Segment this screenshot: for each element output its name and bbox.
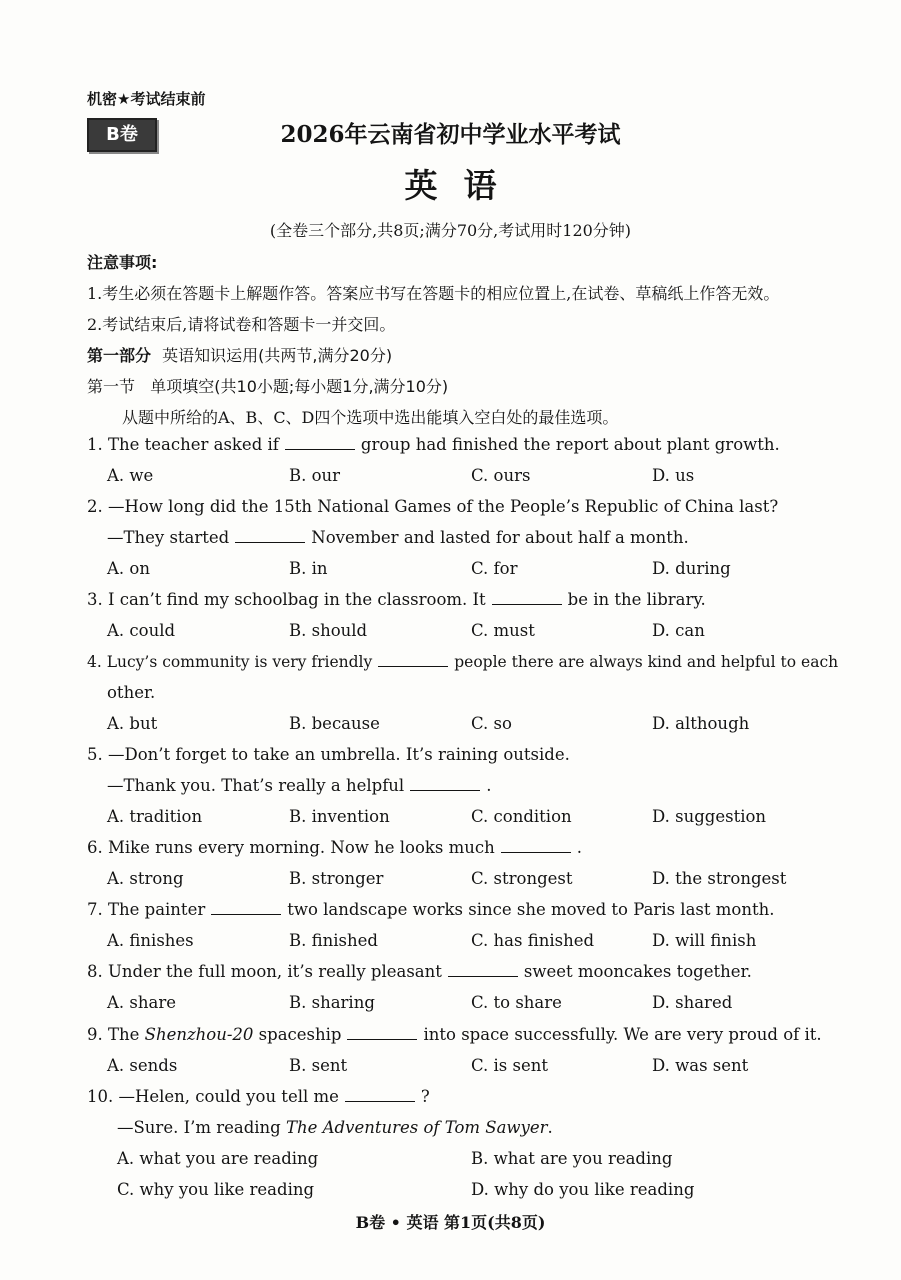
option-c: C. has finished [471, 931, 595, 950]
spacecraft-name: Shenzhou-20 [144, 1025, 254, 1044]
notes-heading: 注意事项: [87, 253, 158, 272]
answer-blank [235, 528, 305, 543]
option-b: B. because [289, 714, 380, 733]
option-b: B. our [289, 466, 341, 485]
option-d: D. shared [652, 993, 733, 1012]
question-9 [87, 1025, 822, 1044]
option-a: A. we [107, 466, 154, 485]
option-d: D. will finish [652, 931, 757, 950]
question-text: people there are always kind and helpful to each [454, 653, 839, 671]
question-1 [87, 435, 780, 454]
question-2-reply [107, 528, 689, 547]
option-a: A. sends [107, 1056, 178, 1075]
page-footer: B卷 • 英语 第1页(共8页) [355, 1213, 546, 1232]
option-a: A. what you are reading [117, 1149, 319, 1168]
option-c: C. to share [471, 993, 562, 1012]
option-b: B. stronger [289, 869, 384, 888]
option-a: A. finishes [107, 931, 194, 950]
question-10 [87, 1087, 430, 1106]
option-c: C. is sent [471, 1056, 549, 1075]
option-b: B. sent [289, 1056, 348, 1075]
exam-info: (全卷三个部分,共8页;满分70分,考试用时120分钟) [269, 221, 632, 240]
paper-version-badge: B卷 [87, 118, 157, 152]
option-a: A. could [107, 621, 176, 640]
option-d: D. can [652, 621, 705, 640]
option-d: D. suggestion [652, 807, 767, 826]
option-b: B. what are you reading [471, 1149, 673, 1168]
option-a: A. but [107, 714, 158, 733]
section-description: 单项填空(共10小题;每小题1分,满分10分) [150, 377, 449, 396]
answer-blank [345, 1087, 415, 1102]
option-d: D. although [652, 714, 750, 733]
option-d: D. us [652, 466, 695, 485]
option-c: C. why you like reading [117, 1180, 315, 1199]
option-d: D. why do you like reading [471, 1180, 695, 1199]
question-6 [87, 838, 582, 857]
option-d: D. the strongest [652, 869, 787, 888]
confidential-label: 机密★考试结束前 [87, 90, 206, 108]
option-b: B. invention [289, 807, 390, 826]
instruction: 从题中所给的A、B、C、D四个选项中选出能填入空白处的最佳选项。 [122, 408, 619, 427]
option-c: C. for [471, 559, 518, 578]
question-text: 8. Under the full moon, it’s really pleasant [87, 962, 442, 981]
question-text: group had finished the report about plant growth. [360, 435, 780, 454]
option-d: D. during [652, 559, 731, 578]
question-4 [87, 652, 838, 671]
question-5-reply [107, 776, 491, 795]
question-text: November and lasted for about half a month. [311, 528, 689, 547]
subject-title: 英语 [404, 166, 523, 205]
option-c: C. so [471, 714, 512, 733]
answer-blank [378, 652, 448, 667]
question-text: . [576, 838, 582, 857]
question-4-continued: other. [107, 683, 156, 702]
option-a: A. strong [107, 869, 184, 888]
section-heading [87, 374, 448, 397]
question-text: be in the library. [567, 590, 706, 609]
question-text: 10. —Helen, could you tell me [87, 1087, 339, 1106]
question-10-reply [117, 1118, 553, 1137]
option-d: D. was sent [652, 1056, 749, 1075]
option-c: C. must [471, 621, 535, 640]
question-text: —They started [107, 528, 230, 547]
option-c: C. ours [471, 466, 531, 485]
question-text: into space successfully. We are very proud of it. [423, 1025, 822, 1044]
question-text: 4. Lucy’s community is very friendly [87, 653, 373, 671]
question-text: ? [420, 1087, 430, 1106]
question-text: 7. The painter [87, 900, 206, 919]
option-b: B. sharing [289, 993, 375, 1012]
note-item: 1.考生必须在答题卡上解题作答。答案应书写在答题卡的相应位置上,在试卷、草稿纸上作答无效。 [87, 284, 780, 303]
question-5: 5. —Don’t forget to take an umbrella. It’s raining outside. [87, 745, 570, 764]
question-text: two landscape works since she moved to Paris last month. [287, 900, 775, 919]
book-title: The Adventures of Tom Sawyer [286, 1118, 548, 1137]
question-text: —Sure. I’m reading [117, 1118, 281, 1137]
option-a: A. on [107, 559, 150, 578]
question-text: 6. Mike runs every morning. Now he looks much [87, 838, 495, 857]
option-b: B. in [289, 559, 328, 578]
answer-blank [211, 900, 281, 915]
section-label: 第一节 [87, 377, 136, 396]
option-c: C. strongest [471, 869, 573, 888]
option-a: A. tradition [107, 807, 203, 826]
option-a: A. share [107, 993, 176, 1012]
option-b: B. should [289, 621, 368, 640]
answer-blank [285, 435, 355, 450]
answer-blank [492, 590, 562, 605]
option-c: C. condition [471, 807, 572, 826]
note-item: 2.考试结束后,请将试卷和答题卡一并交回。 [87, 315, 396, 334]
question-text: . [486, 776, 492, 795]
question-8 [87, 962, 752, 981]
exam-title: 2026年云南省初中学业水平考试 [280, 121, 621, 148]
question-text: —Thank you. That’s really a helpful [107, 776, 405, 795]
part-heading [87, 343, 392, 366]
answer-blank [501, 838, 571, 853]
question-text: spaceship [258, 1025, 342, 1044]
question-text: sweet mooncakes together. [523, 962, 752, 981]
question-text: . [547, 1118, 553, 1137]
question-7 [87, 900, 774, 919]
part-description: 英语知识运用(共两节,满分20分) [162, 346, 393, 365]
question-2: 2. —How long did the 15th National Games of the People’s Republic of China last? [87, 497, 779, 516]
question-text: 9. The [87, 1025, 140, 1044]
question-text: 3. I can’t find my schoolbag in the classroom. It [87, 590, 486, 609]
option-b: B. finished [289, 931, 378, 950]
answer-blank [347, 1025, 417, 1040]
answer-blank [448, 962, 518, 977]
question-3 [87, 590, 706, 609]
answer-blank [410, 776, 480, 791]
part-label: 第一部分 [87, 346, 152, 365]
question-text: 1. The teacher asked if [87, 435, 279, 454]
